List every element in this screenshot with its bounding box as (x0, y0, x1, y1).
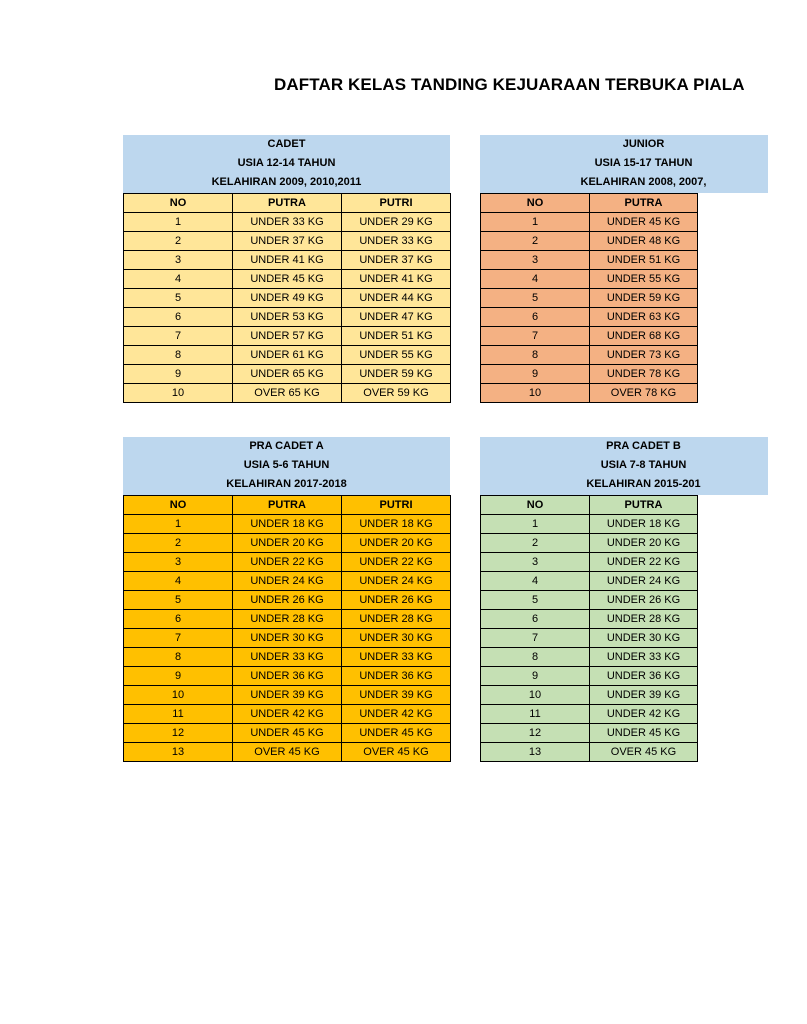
putra-class: UNDER 42 KG (590, 705, 698, 724)
table-row (124, 629, 451, 648)
putra-class: UNDER 45 KG (590, 213, 698, 232)
putra-class: UNDER 45 KG (233, 270, 342, 289)
table-row (124, 232, 451, 251)
table-row (124, 515, 451, 534)
row-number: 5 (481, 289, 590, 308)
table-row (124, 686, 451, 705)
row-number: 12 (124, 724, 233, 743)
table-row (124, 327, 451, 346)
row-number: 3 (481, 553, 590, 572)
cadet-header (123, 135, 450, 193)
age-range: USIA 5-6 TAHUN (243, 459, 330, 471)
row-number: 8 (124, 346, 233, 365)
row-number: 8 (481, 346, 590, 365)
junior-block (480, 135, 707, 409)
putra-class: UNDER 24 KG (590, 572, 698, 591)
table-row (481, 515, 698, 534)
putra-class: UNDER 68 KG (590, 327, 698, 346)
putri-class: UNDER 47 KG (342, 308, 451, 327)
putri-class: UNDER 33 KG (342, 648, 451, 667)
row-number: 2 (481, 534, 590, 553)
page-title: DAFTAR KELAS TANDING KEJUARAAN TERBUKA PIALA (274, 75, 745, 94)
column-header-row (124, 194, 451, 213)
putra-class: UNDER 61 KG (233, 346, 342, 365)
pra-cadet-a-block (123, 437, 450, 771)
table-row (481, 553, 698, 572)
table-row (124, 534, 451, 553)
putri-class: UNDER 22 KG (342, 553, 451, 572)
putra-class: UNDER 28 KG (590, 610, 698, 629)
column-header-row (481, 194, 698, 213)
row-number: 3 (124, 251, 233, 270)
table-row (124, 308, 451, 327)
putri-class: UNDER 28 KG (342, 610, 451, 629)
row-number: 7 (124, 327, 233, 346)
putri-class: UNDER 51 KG (342, 327, 451, 346)
table-row (481, 251, 698, 270)
pra-cadet-b-table (480, 495, 698, 762)
table-row (481, 365, 698, 384)
putra-class: UNDER 22 KG (233, 553, 342, 572)
table-row (481, 743, 698, 762)
pra-cadet-a-header (123, 437, 450, 495)
row-number: 3 (124, 553, 233, 572)
category-name: JUNIOR (622, 138, 665, 150)
row-number: 3 (481, 251, 590, 270)
table-row (481, 648, 698, 667)
putri-class: UNDER 29 KG (342, 213, 451, 232)
pra-cadet-b-header (480, 437, 807, 495)
table-row (124, 213, 451, 232)
row-number: 1 (481, 213, 590, 232)
table-row (124, 610, 451, 629)
table-row (481, 724, 698, 743)
column-header-putri: PUTRI (342, 194, 451, 213)
table-row (481, 705, 698, 724)
row-number: 6 (481, 610, 590, 629)
table-row (481, 667, 698, 686)
putri-class: UNDER 24 KG (342, 572, 451, 591)
age-range: USIA 12-14 TAHUN (237, 157, 336, 169)
putra-class: UNDER 39 KG (233, 686, 342, 705)
row-number: 2 (481, 232, 590, 251)
putra-class: UNDER 20 KG (590, 534, 698, 553)
table-row (124, 384, 451, 403)
table-row (481, 534, 698, 553)
putra-class: UNDER 18 KG (590, 515, 698, 534)
table-row (124, 346, 451, 365)
row-number: 8 (481, 648, 590, 667)
table-row (481, 591, 698, 610)
row-number: 6 (124, 610, 233, 629)
putra-class: UNDER 57 KG (233, 327, 342, 346)
table-row (481, 572, 698, 591)
row-number: 8 (124, 648, 233, 667)
putri-class: UNDER 42 KG (342, 705, 451, 724)
row-number: 13 (124, 743, 233, 762)
age-range: USIA 15-17 TAHUN (594, 157, 693, 169)
putra-class: UNDER 59 KG (590, 289, 698, 308)
putra-class: UNDER 48 KG (590, 232, 698, 251)
row-number: 9 (124, 667, 233, 686)
row-number: 4 (124, 572, 233, 591)
birth-years: KELAHIRAN 2017-2018 (226, 478, 347, 490)
putri-class: UNDER 36 KG (342, 667, 451, 686)
putra-class: UNDER 36 KG (590, 667, 698, 686)
row-number: 7 (481, 629, 590, 648)
row-number: 5 (124, 591, 233, 610)
putra-class: UNDER 53 KG (233, 308, 342, 327)
cadet-block (123, 135, 450, 409)
putra-class: OVER 45 KG (590, 743, 698, 762)
putra-class: OVER 45 KG (233, 743, 342, 762)
category-name: CADET (267, 138, 306, 150)
table-row (124, 667, 451, 686)
putri-class: UNDER 59 KG (342, 365, 451, 384)
table-row (124, 289, 451, 308)
column-header-row (124, 496, 451, 515)
table-row (481, 610, 698, 629)
cadet-table (123, 193, 451, 403)
putra-class: UNDER 42 KG (233, 705, 342, 724)
table-row (124, 743, 451, 762)
row-number: 2 (124, 232, 233, 251)
birth-years: KELAHIRAN 2009, 2010,2011 (211, 176, 362, 188)
putra-class: UNDER 18 KG (233, 515, 342, 534)
table-row (481, 270, 698, 289)
putra-class: UNDER 22 KG (590, 553, 698, 572)
putri-class: UNDER 45 KG (342, 724, 451, 743)
birth-years: KELAHIRAN 2008, 2007, (580, 176, 707, 188)
putra-class: UNDER 41 KG (233, 251, 342, 270)
table-row (481, 308, 698, 327)
table-row (481, 629, 698, 648)
putra-class: UNDER 20 KG (233, 534, 342, 553)
category-name: PRA CADET B (606, 440, 681, 452)
putri-class: UNDER 37 KG (342, 251, 451, 270)
row-number: 10 (481, 384, 590, 403)
table-row (124, 270, 451, 289)
row-number: 11 (124, 705, 233, 724)
table-row (124, 553, 451, 572)
putra-class: UNDER 28 KG (233, 610, 342, 629)
column-header-putra: PUTRA (233, 496, 342, 515)
putra-class: UNDER 26 KG (590, 591, 698, 610)
putra-class: UNDER 37 KG (233, 232, 342, 251)
table-row (481, 346, 698, 365)
putra-class: UNDER 65 KG (233, 365, 342, 384)
table-row (481, 686, 698, 705)
pra-cadet-b-block (480, 437, 701, 771)
row-number: 5 (124, 289, 233, 308)
putra-class: UNDER 30 KG (233, 629, 342, 648)
column-header-row (481, 496, 698, 515)
column-header-putra: PUTRA (233, 194, 342, 213)
column-header-no: NO (481, 496, 590, 515)
table-row (481, 384, 698, 403)
putra-class: UNDER 45 KG (590, 724, 698, 743)
column-header-no: NO (124, 194, 233, 213)
putra-class: UNDER 30 KG (590, 629, 698, 648)
putri-class: UNDER 18 KG (342, 515, 451, 534)
row-number: 2 (124, 534, 233, 553)
row-number: 1 (124, 515, 233, 534)
row-number: 6 (124, 308, 233, 327)
row-number: 9 (481, 365, 590, 384)
putri-class: OVER 59 KG (342, 384, 451, 403)
putri-class: UNDER 26 KG (342, 591, 451, 610)
putri-class: UNDER 20 KG (342, 534, 451, 553)
putra-class: UNDER 55 KG (590, 270, 698, 289)
putri-class: UNDER 41 KG (342, 270, 451, 289)
putra-class: UNDER 26 KG (233, 591, 342, 610)
row-number: 11 (481, 705, 590, 724)
putra-class: UNDER 39 KG (590, 686, 698, 705)
category-name: PRA CADET A (249, 440, 324, 452)
column-header-putra: PUTRA (590, 496, 698, 515)
age-range: USIA 7-8 TAHUN (600, 459, 687, 471)
table-row (481, 213, 698, 232)
putri-class: UNDER 30 KG (342, 629, 451, 648)
putra-class: UNDER 78 KG (590, 365, 698, 384)
putra-class: UNDER 33 KG (233, 648, 342, 667)
putra-class: UNDER 33 KG (233, 213, 342, 232)
row-number: 12 (481, 724, 590, 743)
row-number: 10 (124, 384, 233, 403)
row-number: 9 (481, 667, 590, 686)
putra-class: UNDER 33 KG (590, 648, 698, 667)
birth-years: KELAHIRAN 2015-201 (586, 478, 701, 490)
putra-class: UNDER 49 KG (233, 289, 342, 308)
table-row (124, 365, 451, 384)
row-number: 7 (481, 327, 590, 346)
row-number: 4 (481, 270, 590, 289)
putra-class: UNDER 45 KG (233, 724, 342, 743)
row-number: 4 (481, 572, 590, 591)
row-number: 7 (124, 629, 233, 648)
putra-class: UNDER 24 KG (233, 572, 342, 591)
table-row (124, 724, 451, 743)
table-row (481, 327, 698, 346)
putra-class: UNDER 63 KG (590, 308, 698, 327)
row-number: 1 (481, 515, 590, 534)
putri-class: UNDER 39 KG (342, 686, 451, 705)
putri-class: UNDER 33 KG (342, 232, 451, 251)
table-row (481, 289, 698, 308)
putra-class: UNDER 36 KG (233, 667, 342, 686)
putra-class: OVER 78 KG (590, 384, 698, 403)
table-row (124, 648, 451, 667)
row-number: 6 (481, 308, 590, 327)
putri-class: UNDER 44 KG (342, 289, 451, 308)
row-number: 9 (124, 365, 233, 384)
column-header-putra: PUTRA (590, 194, 698, 213)
pra-cadet-a-table (123, 495, 451, 762)
row-number: 10 (481, 686, 590, 705)
row-number: 1 (124, 213, 233, 232)
table-row (124, 251, 451, 270)
column-header-no: NO (481, 194, 590, 213)
table-row (124, 572, 451, 591)
row-number: 13 (481, 743, 590, 762)
junior-table (480, 193, 698, 403)
putri-class: UNDER 55 KG (342, 346, 451, 365)
column-header-no: NO (124, 496, 233, 515)
table-row (124, 591, 451, 610)
putra-class: OVER 65 KG (233, 384, 342, 403)
row-number: 10 (124, 686, 233, 705)
table-row (481, 232, 698, 251)
table-row (124, 705, 451, 724)
junior-header (480, 135, 807, 193)
putri-class: OVER 45 KG (342, 743, 451, 762)
row-number: 5 (481, 591, 590, 610)
column-header-putri: PUTRI (342, 496, 451, 515)
putra-class: UNDER 51 KG (590, 251, 698, 270)
putra-class: UNDER 73 KG (590, 346, 698, 365)
row-number: 4 (124, 270, 233, 289)
